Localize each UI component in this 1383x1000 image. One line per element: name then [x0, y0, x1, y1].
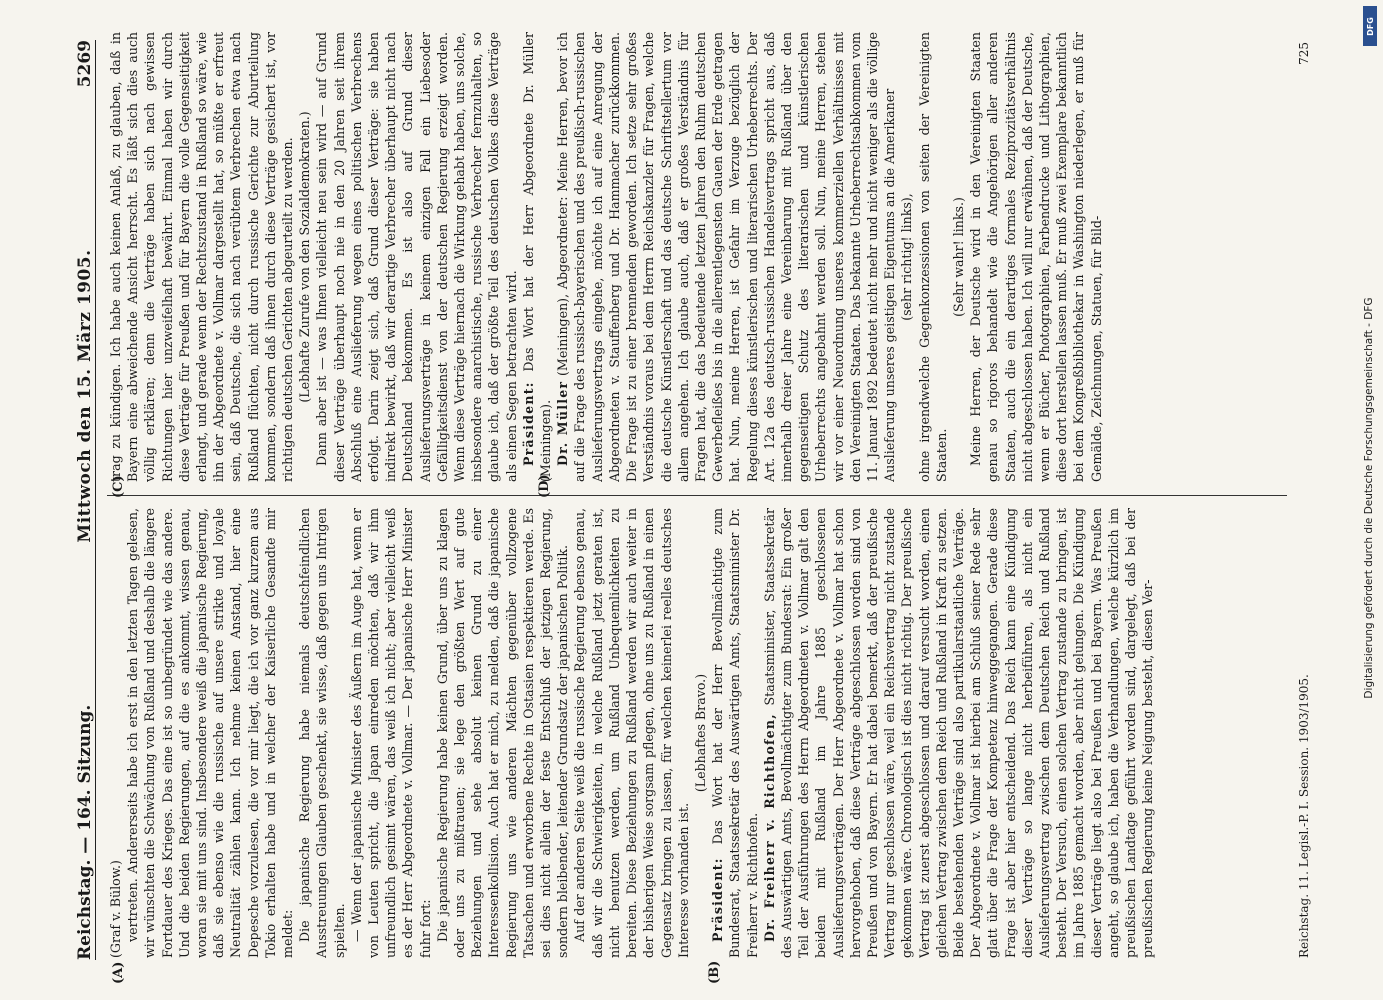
paragraph: Dann aber ist — was Ihnen vielleicht neu sein wird — auf Grund dieser Verträge überhaupt noch nie in den 20 Jahren seit ihrem Abschluß eine Auslieferung wegen eines politischen Verbrechens erfolgt. Darin zeigt sich, daß Grund dieser Verträge: sie haben indirekt bewirkt, daß wir derartige Verbrecher überhaupt nicht nach Deutschland bekommen. Es ist also auf Grund dieser Auslieferungsverträge in keinem einzigen Fall ein Liebesoder Gefälligkeitsdienst von der deutschen Regierung erzeigt worden. Wenn diese Verträge hiernach die Wirkung gehabt haben, uns solche, insbesondere anarchistische, russische Verbrecher fernzuhalten, so glaube ich, daß der größte Teil des deutschen Volkes diese Verträge als einen Segen betrachten wird. — [313, 32, 519, 482]
paragraph: vertreten. Andererseits habe ich erst in den letzten Tagen gelesen, wir wünschten die Schwächung von Rußland und deshalb die längere Fortdauer des Krieges. Das eine ist so unbegründet wie das andere. Und die beiden Regierungen, auf die es ankommt, wissen genau, woran sie mit uns sind. Insbesondere weiß die japanische Regierung, daß sie ebenso wie die russische auf unsere strikte und loyale Neutralität zählen kann. Ich nehme keinen Anstand, hier eine Depesche vorzulesen, die vor mir liegt, die ich vor ganz kurzem aus Tokio erhalten habe und in welcher der Kaiserliche Gesandte mir meldet: — [124, 508, 295, 958]
page-footer — [1293, 42, 1311, 958]
footer-session: Reichstag. 11. Legisl.-P. I. Session. 1903/1905. — [1296, 674, 1311, 958]
paragraph: Die japanische Regierung habe keinen Grund, über uns zu klagen oder uns zu mißtrauen; sie lege den größten Wert auf gute Beziehungen und sehe absolut keinen Grund zu einer Interessenkollision. Auch hat er mich, zu melden, daß die japanische Regierung uns wie anderen Mächten gegenüber vollzogene Tatsachen und erworbene Rechte in Ostasien respektieren werde. Es sei dies nicht allein der feste Entschluß der jetzigen Regierung, sondern bleibender, leitender Grundsatz der japanischen Politik. — [434, 508, 570, 958]
paragraph: — Wenn der japanische Minister des Äußern im Auge hat, wenn er von Leuten spricht, die Japan einreden möchten, daß wir ihm unfreundlich gesinnt wären, das weiß ich nicht; aber vielleicht weiß es der Herr Abgeordnete v. Vollmar. — Der japanische Herr Minister fuhr fort: — [348, 508, 433, 958]
digitization-note — [1359, 20, 1379, 980]
speech-paragraph: Präsident: Das Wort hat der Herr Bevollmächtigte zum Bundesrat, Staatssekretär des Auswärtigen Amts, Staatsminister Dr. Freiherr v. Richthofen. — [709, 508, 760, 958]
margin-letter-b: (B) — [706, 960, 722, 984]
paragraph: Auf der anderen Seite weiß die russische Regierung ebenso genau, daß wir die Schwierigkeiten, in welche Rußland jetzt geraten ist, nicht benutzen werden, um Rußland Unbequemlichkeiten zu bereiten. Diese Beziehungen zu Rußland werden wir auch weiter in der bisherigen Weise sorgsam pflegen, ohne uns zu Rußland in einen Gegensatz bringen zu lassen, für welchen keinerlei reelles deutsches Interesse vorhanden ist. — [571, 508, 691, 958]
speaker-name: Dr. Freiherr v. Richthofen, — [761, 713, 777, 942]
left-column — [107, 508, 1287, 958]
dfg-logo — [1363, 6, 1377, 46]
speaker-name: Dr. Müller — [554, 380, 570, 466]
column-divider — [107, 495, 1287, 496]
interjection: (sehr richtig! links), — [898, 193, 914, 321]
dfg-logo-text: DFG — [1365, 16, 1375, 36]
header-date: Mittwoch den 15. März 1905. — [74, 249, 95, 543]
interjection: (Sehr wahr! links.) — [950, 197, 966, 317]
footer-sheet-number: 725 — [1296, 42, 1311, 65]
speech-paragraph: Dr. Freiherr v. Richthofen, Staatsminister, Staatssekretär des Auswärtigen Amts, Bevollmächtigter zum Bundesrat: Ein großer Teil der Ausführungen des Herrn Abgeordneten v. Vollmar galt den beiden mit Rußland im Jahre 1885 geschlossenen Auslieferungsverträgen. Der Herr Abgeordnete v. Vollmar hat schon hervorgehoben, daß diese Verträge abgeschlossen worden sind von Preußen und von Bayern. Er hat dabei bemerkt, daß der preußische Vertrag nur geschlossen wäre, weil ein Reichsvertrag nicht zustande gekommen wäre. Chronologisch ist dies nicht richtig. Der preußische Vertrag ist zuerst abgeschlossen und darauf versucht worden, einen gleichen Vertrag zwischen dem Reich und Rußland in Kraft zu setzen. Beide bestehenden Verträge sind also partikularstaatliche Verträge. Der Abgeordnete v. Vollmar ist hierbei am Schluß seiner Rede sehr glatt über die Frage der Kompetenz hinweggegangen. Gerade diese Frage ist aber hier entscheidend. Das Reich kann eine Kündigung dieser Verträge so lange nicht herbeiführen, als nicht ein Auslieferungsvertrag zwischen dem Deutschen Reich und Rußland besteht. Der Versuch, einen solchen Vertrag zustande zu bringen, ist im Jahre 1885 gemacht worden, aber nicht gelungen. Die Kündigung dieser Verträge liegt also bei Preußen und bei Bayern. Was Preußen angeht, so glaube ich, haben die Verhandlungen, welche kürzlich im preußischen Landtage geführt worden sind, dargelegt, daß bei der preußischen Regierung keine Neigung besteht, diesen Ver- — [761, 508, 1155, 958]
running-head — [67, 40, 96, 960]
speaker-name: Präsident: — [709, 857, 725, 942]
speaker-name: Präsident: — [520, 381, 536, 466]
speech-paragraph: Dr. Müller (Meiningen), Abgeordneter: Meine Herren, bevor ich auf die Frage des russisch-bayerischen und des preußisch-russischen Auslieferungsvertrags eingehe, möchte ich auf eine Anregung der Abgeordneten v. Stauffenberg und Dr. Hammacher zurückkommen. Die Frage ist zu einer brennenden geworden. Ich setze sehr großes Verständnis voraus bei dem Herrn Reichskanzler für Fragen, welche die deutsche Künstlerschaft und das deutsche Schriftstellertum vor allem angehen. Ich glaube auch, daß er großes Verständnis für Fragen hat, die das bedeutende letzten Jahren den Ruhm deutschen Gewerbefleißes bis in die allerentlegensten Gauen der Erde getragen hat. Nun, meine Herren, ist Gefahr im Verzuge bezüglich der Regelung dieses künstlerischen und literarischen Urheberrechts. Der Art. 12a des deutsch-russischen Handelsvertrags spricht aus, daß innerhalb dreier Jahre eine Vereinbarung mit Rußland über den gegenseitigen Schutz des literarischen und künstlerischen Urheberrechts angebahnt werden soll. Nun, meine Herren, stehen wir vor einer Neuordnung unseres kommerziellen Verhältnisses mit den Vereinigten Staaten. Das bekannte Urheberrechtsabkommen vom 11. Januar 1892 bedeutet nicht mehr und nicht weniger als die völlige Auslieferung unseres geistigen Eigentums an die Amerikaner — [554, 32, 897, 482]
digitization-note-text: Digitalisierung gefördert durch die Deutsche Forschungsgemeinschaft - DFG — [1363, 297, 1375, 699]
margin-letter-d: (D) — [536, 474, 552, 498]
margin-letter-c: (C) — [110, 475, 126, 498]
speech-paragraph: Präsident: Das Wort hat der Herr Abgeordnete Dr. Müller (Meiningen). — [520, 32, 553, 482]
margin-letter-a: (A) — [110, 961, 126, 984]
right-column — [107, 32, 1287, 482]
paragraph: Meine Herren, der Deutsche wird in den Vereinigten Staaten genau so rigoros behandelt wie die Angehörigen aller anderen Staaten, auch die ein derartiges formales Reziprozitätsverhältnis nicht abgeschlossen haben. Ich will nur erwähnen, daß der Deutsche, wenn er Bücher, Photographien, Farbendrucke und Lithographien, diese dort herstellen lassen muß. Er muß zwei Exemplare bekanntlich bei dem Kongreßbibliothekar in Washington niederlegen, er muß für Gemälde, Zeichnungen, Statuen, für Bild- — [967, 32, 1104, 482]
page-number: 5269 — [74, 40, 95, 88]
rotated-sheet — [67, 30, 1317, 984]
header-left: Reichstag. — 164. Sitzung. — [74, 704, 95, 960]
paragraph: trag zu kündigen. Ich habe auch keinen Anlaß, zu glauben, daß in Bayern eine abweichende Ansicht herrscht. Es läßt sich dies auch völlig erklären; denn die Verträge haben sich nach gewissen Richtungen hier unzweifelhaft bewährt. Einmal haben wir durch diese Verträge für Preußen und für Bayern die volle Gegenseitigkeit erlangt, und gerade wenn der Rechtszustand in Rußland so wäre, wie ihn der Abgeordnete v. Vollmar dargestellt hat, so müßte er erfreut sein, daß Deutsche, die sich nach verübtem Verbrechen etwa nach Rußland flüchten, nicht durch russische Gerichte zur Aburteilung kommen, sondern daß ihnen durch diese Verträge gesichert ist, vor richtigen deutschen Gerichten abgeurteilt zu werden. — [107, 32, 295, 482]
paragraph: ohne irgendwelche Gegenkonzessionen von seiten der Vereinigten Staaten. — [916, 32, 949, 482]
paragraph: Die japanische Regierung habe niemals deutschfeindlichen Ausstreuungen Glauben geschenkt, sie wisse, daß gegen uns Intrigen spielten. — [296, 508, 347, 958]
interjection: (Lebhafte Zurufe von den Sozialdemokraten.) — [296, 111, 312, 403]
paragraph: (Graf v. Bülow.) — [107, 860, 123, 958]
interjection: (Lebhaftes Bravo.) — [692, 673, 708, 793]
